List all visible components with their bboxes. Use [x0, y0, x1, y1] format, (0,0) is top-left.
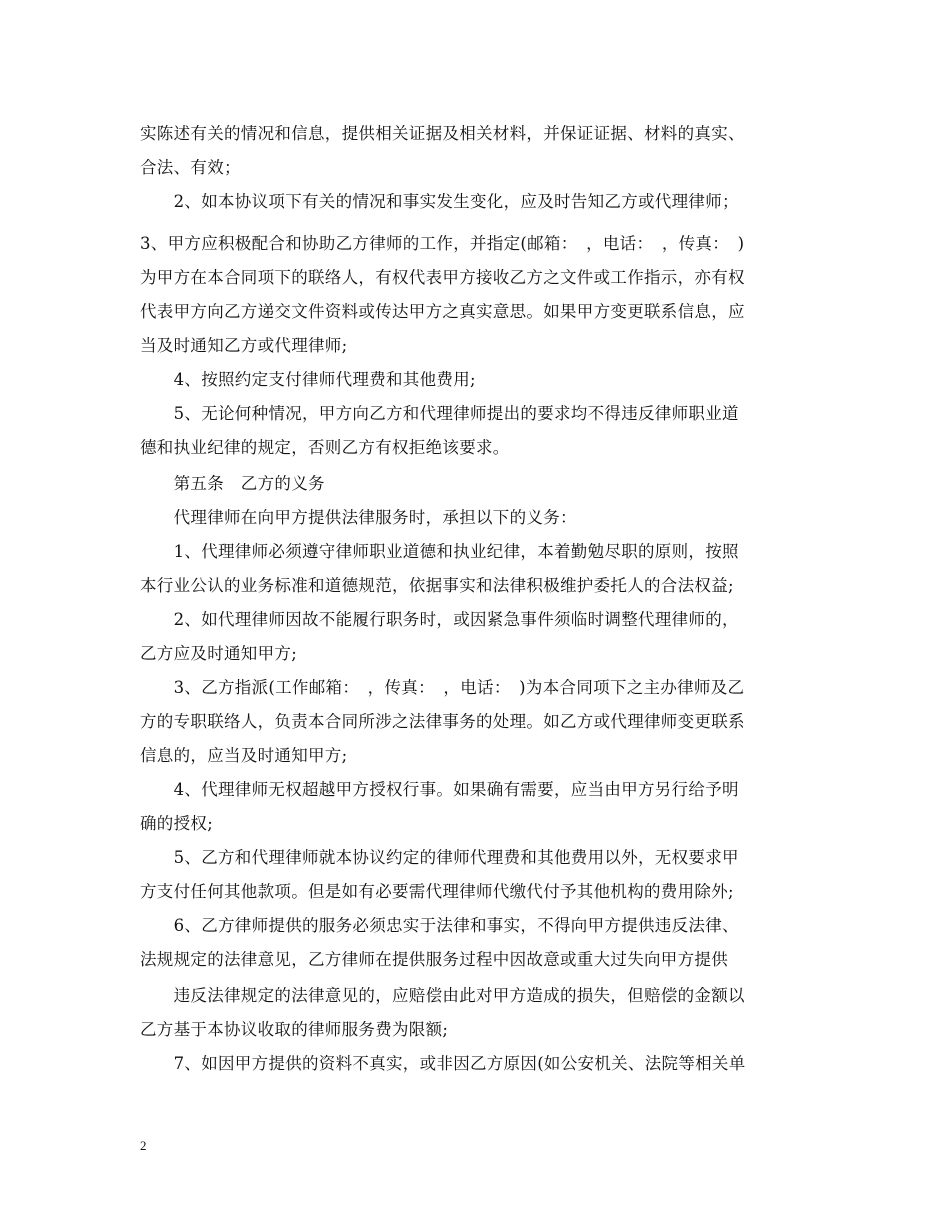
text-line: 4、代理律师无权超越甲方授权行事。如果确有需要，应当由甲方另行给予明 [140, 780, 739, 799]
text-line: 合法、有效； [140, 158, 241, 177]
text-line: 5、无论何种情况，甲方向乙方和代理律师提出的要求均不得违反律师职业道 [140, 404, 739, 423]
text-line: 方支付任何其他款项。但是如有必要需代理律师代缴代付予其他机构的费用除外; [140, 882, 734, 901]
text-line: 德和执业纪律的规定，否则乙方有权拒绝该要求。 [140, 438, 510, 457]
text-line: 3、甲方应积极配合和协助乙方律师的工作，并指定(邮箱： ，电话： ，传真： ) [140, 234, 745, 253]
text-line: 7、如因甲方提供的资料不真实，或非因乙方原因(如公安机关、法院等相关单 [140, 1054, 746, 1073]
text-line: 本行业公认的业务标准和道德规范，依据事实和法律积极维护委托人的合法权益; [140, 576, 734, 595]
text-line: 为甲方在本合同项下的联络人，有权代表甲方接收乙方之文件或工作指示，亦有权 [140, 268, 745, 287]
page-number: 2 [140, 1138, 147, 1153]
section-heading: 第五条 乙方的义务 [140, 474, 325, 493]
text-line: 乙方应及时通知甲方; [140, 644, 298, 663]
text-line: 违反法律规定的法律意见的，应赔偿由此对甲方造成的损失，但赔偿的金额以 [140, 986, 745, 1005]
text-line: 5、乙方和代理律师就本协议约定的律师代理费和其他费用以外，无权要求甲 [140, 848, 739, 867]
text-line: 1、代理律师必须遵守律师职业道德和执业纪律，本着勤勉尽职的原则，按照 [140, 542, 739, 561]
text-line: 乙方基于本协议收取的律师服务费为限额; [140, 1020, 449, 1039]
text-line: 代表甲方向乙方递交文件资料或传达甲方之真实意思。如果甲方变更联系信息，应 [140, 302, 745, 321]
text-line: 3、乙方指派(工作邮箱： ，传真： ，电话： )为本合同项下之主办律师及乙 [140, 678, 745, 697]
text-line: 方的专职联络人，负责本合同所涉之法律事务的处理。如乙方或代理律师变更联系 [140, 712, 745, 731]
text-line: 当及时通知乙方或代理律师; [140, 336, 348, 355]
text-line: 法规规定的法律意见，乙方律师在提供服务过程中因故意或重大过失向甲方提供 [140, 950, 728, 969]
text-line: 4、按照约定支付律师代理费和其他费用; [140, 370, 476, 389]
text-line: 信息的，应当及时通知甲方; [140, 746, 348, 765]
text-line: 2、如本协议项下有关的情况和事实发生变化，应及时告知乙方或代理律师； [140, 192, 739, 211]
text-line: 实陈述有关的情况和信息，提供相关证据及相关材料，并保证证据、材料的真实、 [140, 124, 745, 143]
text-line: 2、如代理律师因故不能履行职务时，或因紧急事件须临时调整代理律师的， [140, 610, 739, 629]
text-line: 6、乙方律师提供的服务必须忠实于法律和事实，不得向甲方提供违反法律、 [140, 916, 739, 935]
text-line: 代理律师在向甲方提供法律服务时，承担以下的义务： [140, 508, 577, 527]
text-line: 确的授权; [140, 814, 214, 833]
